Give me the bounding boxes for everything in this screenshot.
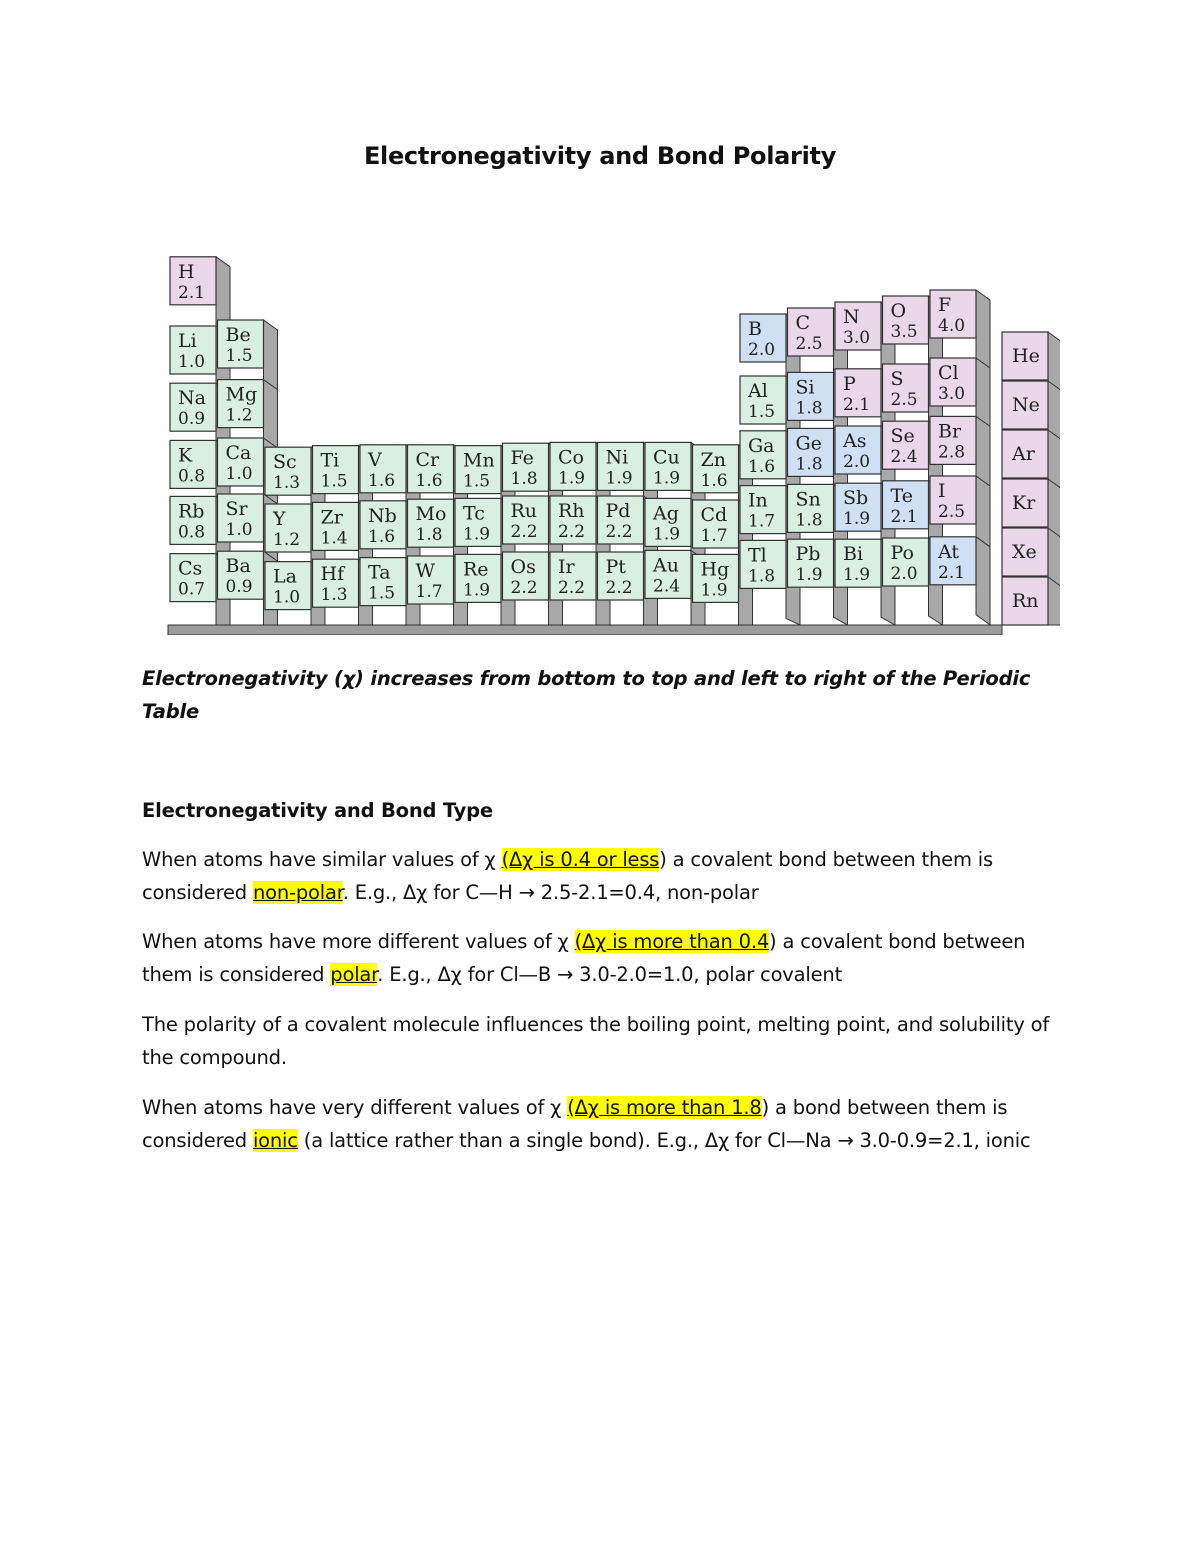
element-symbol: Ru [510,500,538,522]
element-value: 1.6 [748,456,776,477]
element-value: 1.5 [368,583,396,604]
element-symbol: Ag [653,502,679,525]
element-value: 3.0 [938,384,966,404]
p1-text-c: . E.g., Δχ for C—H → 2.5-2.1=0.4, non-polar [342,881,759,904]
element-symbol: Re [463,558,489,581]
element-value: 2.2 [558,578,586,598]
element-value: 3.5 [890,322,918,342]
element-symbol: Ni [605,446,629,469]
element-symbol: C [795,312,811,334]
element-value: 2.1 [843,394,871,415]
p2-text-c: . E.g., Δχ for Cl—B → 3.0-2.0=1.0, polar covalent [377,963,843,986]
element-value: 4.0 [938,316,966,336]
element-symbol: In [748,489,768,512]
element-symbol: Zn [700,448,726,471]
element-symbol: Nb [368,504,397,527]
element-symbol: Si [795,376,815,399]
element-value: 2.0 [748,340,776,360]
element-symbol: W [415,560,436,582]
element-value: 1.5 [748,402,776,422]
element-symbol: Cu [653,446,680,469]
element-symbol: I [938,480,946,502]
electronegativity-periodic-table [140,240,1060,635]
element-value: 1.3 [273,473,301,494]
element-symbol: Hg [700,558,730,581]
element-value: 2.8 [938,442,966,463]
element-symbol: Tl [748,544,767,567]
p2-text-b: ) a covalent bond between them is considered [142,930,1026,986]
element-value: 1.6 [368,526,396,547]
element-value: 0.8 [178,522,206,543]
element-symbol: Ti [320,449,340,472]
element-symbol: Te [890,484,913,507]
element-value: 1.9 [843,565,871,586]
element-symbol: Rh [558,500,585,522]
element-symbol: Rn [1012,590,1039,612]
element-value: 1.4 [320,528,348,549]
intro-statement: Electronegativity (χ) increases from bottom to top and left to right of the Periodic Table [142,667,1031,723]
element-symbol: F [938,294,952,316]
element-value: 1.8 [748,566,776,587]
element-value: 1.5 [320,471,348,492]
element-value: 1.9 [795,565,823,586]
element-symbol: Mg [225,383,258,406]
element-value: 2.0 [843,452,871,472]
element-symbol: Al [748,380,768,402]
section-heading: Electronegativity and Bond Type [142,799,493,822]
element-symbol: Hf [320,563,345,586]
element-value: 0.7 [178,579,206,600]
page-title: Electronegativity and Bond Polarity [363,142,837,170]
element-symbol: Ca [225,442,252,464]
element-symbol: Pd [605,500,631,522]
element-Rn [1002,577,1060,625]
element-value: 2.1 [890,506,918,527]
element-symbol: B [748,318,762,340]
element-value: 1.8 [510,469,538,490]
element-symbol: Os [510,556,536,578]
element-symbol: Sb [843,487,869,510]
element-symbol: Rb [178,500,205,523]
element-value: 1.7 [700,526,728,546]
p1-highlight-term: non-polar [252,881,343,904]
p4-text-c: (a lattice rather than a single bond). E.g., Δχ for Cl—Na → 3.0-0.9=2.1, ionic [297,1129,1031,1152]
element-value: 2.2 [558,522,586,542]
element-symbol: As [843,430,867,452]
element-symbol: N [843,306,860,328]
element-value: 1.9 [463,580,491,601]
element-value: 1.8 [795,510,823,531]
element-symbol: Se [890,425,915,448]
element-value: 2.5 [890,390,918,410]
element-value: 2.2 [510,578,538,598]
element-value: 1.7 [415,582,443,602]
p4-highlight: (Δχ is more than 1.8 [567,1096,762,1119]
element-symbol: Kr [1012,492,1036,514]
paragraph-very-different-values [142,1091,1072,1157]
element-value: 1.9 [605,468,633,489]
element-value: 1.9 [843,509,871,530]
element-symbol: Na [178,387,206,410]
element-value: 2.0 [890,564,918,584]
p1-text-a: When atoms have similar values of χ [142,848,502,871]
element-symbol: Br [938,420,962,443]
element-symbol: Bi [843,543,864,566]
element-value: 1.9 [558,468,586,489]
paragraph-more-different-values [142,925,1072,991]
element-symbol: Cr [415,448,440,471]
element-value: 1.7 [748,511,776,532]
p2-highlight-term: polar [330,963,378,986]
element-value: 2.2 [605,578,633,598]
element-symbol: Be [225,324,251,346]
element-value: 1.2 [225,405,253,426]
element-symbol: Ga [748,434,775,457]
p4-highlight-term: ionic [252,1129,298,1152]
element-value: 1.9 [700,580,728,601]
element-value: 1.8 [795,454,823,475]
element-symbol: O [890,300,907,322]
element-value: 0.9 [178,409,206,430]
p4-text-a: When atoms have very different values of χ [142,1096,568,1119]
element-symbol: Ar [1012,443,1035,465]
element-symbol: V [368,448,382,471]
element-value: 1.8 [795,398,823,419]
element-symbol: H [178,260,195,283]
paragraph-polarity-influence: The polarity of a covalent molecule influences the boiling point, melting point, and solubility of the compound. [142,1013,1050,1069]
element-symbol: Sn [795,488,821,511]
table-base [168,625,1002,635]
element-value: 1.6 [368,470,396,491]
element-value: 1.5 [225,346,253,366]
element-value: 2.5 [795,334,823,354]
element-symbol: Ge [795,432,822,455]
element-symbol: Xe [1012,541,1037,563]
p1-text-b: ) a covalent bond between them is considered [142,848,993,904]
element-value: 1.0 [225,520,253,540]
element-symbol: Ta [368,561,391,584]
element-value: 0.8 [178,466,206,487]
element-symbol: Ba [225,555,251,578]
p2-highlight: (Δχ is more than 0.4 [574,930,770,953]
element-value: 1.2 [273,530,301,550]
element-symbol: La [273,565,297,588]
element-value: 1.8 [415,525,443,546]
element-value: 2.5 [938,502,966,522]
element-symbol: Fe [510,447,534,470]
element-symbol: Zr [320,506,343,529]
element-symbol: Mn [463,449,495,472]
element-value: 1.9 [653,524,681,545]
p2-text-a: When atoms have more different values of χ [142,930,575,953]
element-symbol: Tc [463,502,485,525]
element-symbol: At [938,540,960,563]
element-symbol: S [890,368,904,390]
element-value: 2.4 [890,447,918,468]
element-symbol: Au [653,554,679,577]
element-symbol: Cl [938,362,959,384]
element-value: 0.9 [225,577,253,598]
element-symbol: Po [890,542,914,564]
element-value: 2.1 [178,282,206,303]
element-value: 1.9 [463,524,491,545]
p1-highlight: (Δχ is 0.4 or less [501,848,660,871]
element-value: 3.0 [843,328,871,348]
element-symbol: Ir [558,556,575,578]
element-value: 2.4 [653,576,681,597]
element-value: 1.0 [273,587,301,608]
element-value: 1.6 [700,470,728,491]
element-value: 1.6 [415,470,443,491]
element-value: 1.0 [225,464,253,484]
element-symbol: Sr [225,498,248,520]
element-symbol: Li [178,330,197,352]
paragraph-similar-values [142,843,1072,909]
element-symbol: Pb [795,543,821,566]
p4-text-b: ) a bond between them is considered [142,1096,1008,1152]
element-symbol: Co [558,446,584,469]
element-value: 1.9 [653,468,681,489]
element-symbol: P [843,372,856,395]
element-value: 2.2 [510,522,538,542]
element-symbol: Pt [605,556,626,578]
element-value: 1.0 [178,352,206,372]
element-symbol: He [1012,345,1040,367]
element-symbol: Mo [415,503,447,526]
element-symbol: Sc [273,451,297,474]
element-symbol: Cs [178,557,203,580]
element-symbol: Cd [700,504,728,526]
element-symbol: Y [273,508,286,530]
element-value: 2.2 [605,522,633,542]
element-value: 1.5 [463,471,491,492]
element-value: 1.3 [320,585,348,606]
element-value: 2.1 [938,562,966,583]
element-symbol: Ne [1012,394,1040,416]
element-symbol: K [178,444,193,467]
